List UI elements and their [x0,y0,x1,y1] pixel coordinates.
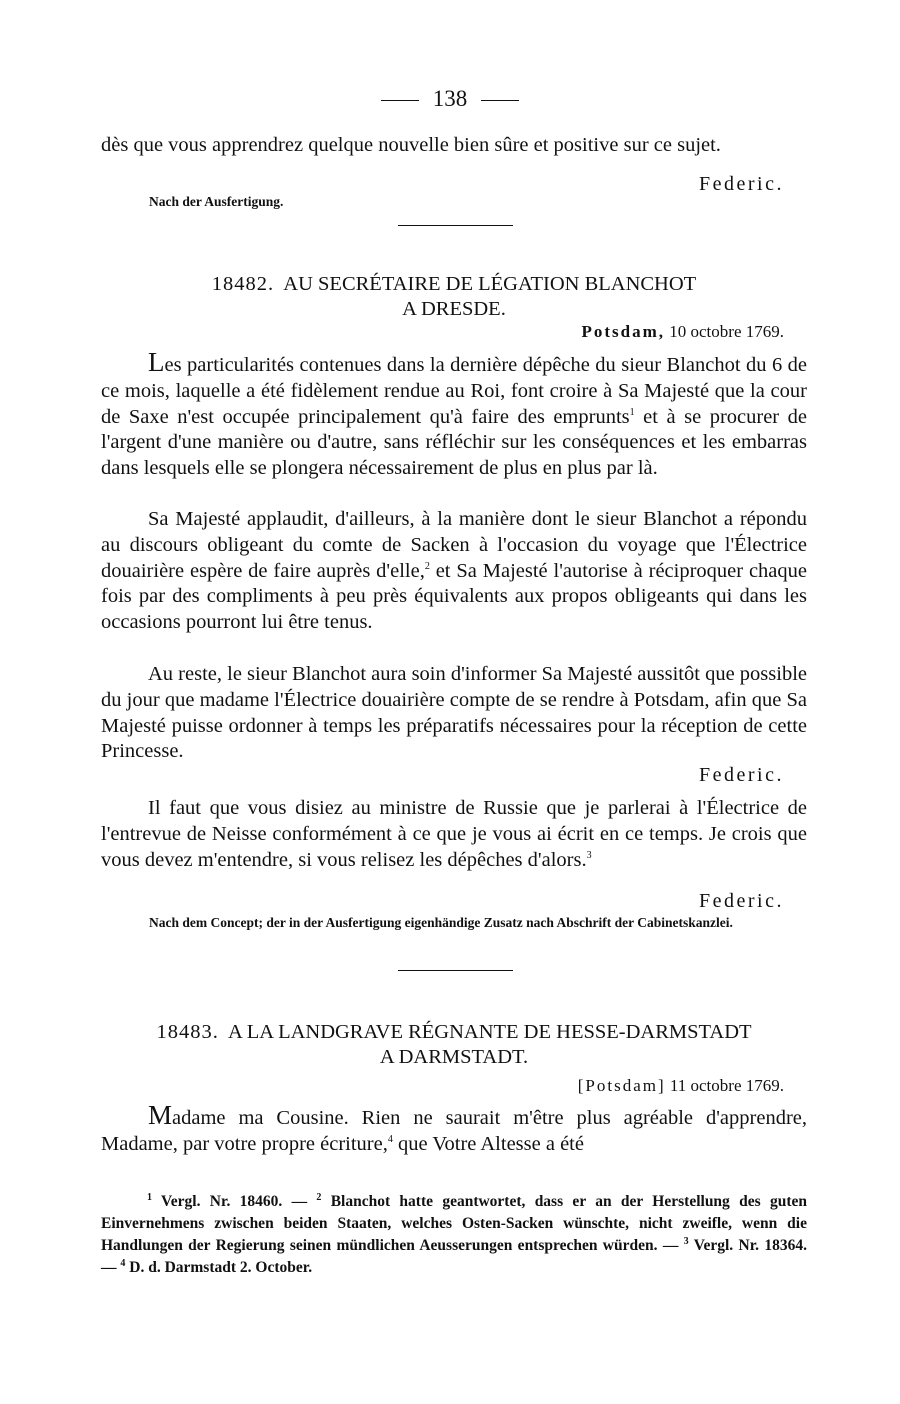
letter-18482-para1-b: et à se procurer de l'argent d'une manière ou d'autre, sans réfléchir sur les conséquences et les embarras dans lesquels elle se plongera nécessairement de plus en plus par là. [101,405,807,480]
page-number-dash-left [381,100,419,101]
page-number [0,86,900,112]
letter-18483-initial: M [148,1100,173,1130]
letter-18483-number: 18483. [156,1021,219,1043]
letter-18482-heading [101,272,807,322]
footnote-1: Vergl. Nr. 18460. — [152,1193,317,1210]
letter-18482-para2-b: et Sa Majesté l'autorise à réciproquer chaque fois par des compliments à peu près équivalents aux propos obligeants qui dans les occasions pourront lui être tenus. [101,559,808,634]
letter-18482-title-line2: A DRESDE. [402,298,506,320]
footnote-4-mark: 4 [120,1257,126,1269]
footnote-ref-2: 2 [424,560,430,572]
letter-18482-number: 18482. [211,273,275,295]
letter-18483-title-line2: A DARMSTADT. [379,1046,529,1068]
letter-18482-date: 10 octobre 1769. [669,322,784,341]
letter-18483-dateline [578,1076,784,1096]
section-divider-2 [398,970,513,971]
letter-18483-para1-b: que Votre Altesse a été [392,1132,584,1155]
letter-18482-para1-a: es particularités contenues dans la dernière dépêche du sieur Blanchot du 6 de ce mois, laquelle a été fidèlement rendue au Roi, font croire à Sa Majesté que la cour de Saxe n'est occupée principalement qu'à faire des emprunts [101,354,807,428]
page-number-text: 138 [432,86,468,111]
letter-18482-title-line1 [101,272,807,297]
letter-18483-heading [101,1020,807,1070]
letter-18482-signature-1: Federic. [699,764,784,786]
letter-18482-paragraph-3 [101,662,807,765]
footnote-2-mark: 2 [316,1191,322,1203]
letter-18482-paragraph-2 [101,507,807,636]
letter-18482-para2-a: Sa Majesté applaudit, d'ailleurs, à la manière dont le sieur Blanchot a répondu au discours obligeant du comte de Sacken à l'occasion du voyage que l'Électrice douairière espère de faire auprès d'elle, [101,508,807,582]
section-divider [398,225,513,226]
continuation-text: dès que vous apprendrez quelque nouvelle bien sûre et positive sur ce sujet. [101,134,721,156]
footnote-3: Vergl. Nr. 18364. — [101,1237,807,1276]
letter-18482-dateline [581,322,784,342]
letter-18483-para1-a: adame ma Cousine. Rien ne saurait m'être plus agréable d'apprendre, Madame, par votre propre écriture, [101,1107,807,1155]
letter-18482-para4: Il faut que vous disiez au ministre de Russie que je parlerai à l'Électrice de l'entrevue de Neisse conformément à ce que je vous ai écrit en ce temps. Je crois que vous devez m'entendre, si vous relisez les dépêches d'alors. [101,797,807,871]
footnote-3-mark: 3 [683,1235,689,1247]
letter-18482-signature-2: Federic. [699,890,784,912]
letter-18482-paragraph-1 [101,347,807,482]
page-number-dash-right [481,100,519,101]
continuation-paragraph [101,133,781,159]
footnotes [101,1191,807,1279]
footnote-4: D. d. Darmstadt 2. October. [125,1259,313,1276]
letter-18483-paragraph-1 [101,1100,807,1158]
letter-18482-para3: Au reste, le sieur Blanchot aura soin d'informer Sa Majesté aussitôt que possible du jour que madame l'Électrice douairière compte de se rendre à Potsdam, afin que Sa Majesté puisse ordonner à temps les préparatifs nécessaires pour la réception de cette Princesse. [101,663,807,763]
letter-18482-initial: L [148,347,165,377]
footnote-2: Blanchot hatte geantwortet, dass er an der Herstellung des guten Einvernehmens zwischen beiden Staaten, welches Osten-Sacken wünschte, nicht zweifle, wenn die Handlungen der Regierung seinen mündlichen Aeusserungen entsprechen würden. — [101,1193,807,1254]
letter-18483-title-line1 [101,1020,807,1045]
continuation-source-note: Nach der Ausfertigung. [149,194,284,209]
footnote-ref-4: 4 [387,1133,393,1145]
letter-18482-paragraph-4 [101,796,807,873]
letter-18482-source-note: Nach dem Concept; der in der Ausfertigung eigenhändige Zusatz nach Abschrift der Cabinetskanzlei. [149,915,733,930]
letter-18483-place: [Potsdam] [577,1076,666,1095]
letter-18483-title: A LA LANDGRAVE RÉGNANTE DE HESSE-DARMSTADT [227,1021,752,1043]
letter-18483-date: 11 octobre 1769. [669,1076,784,1095]
footnote-ref-3: 3 [586,849,592,861]
letter-18482-title: AU SECRÉTAIRE DE LÉGATION BLANCHOT [283,273,697,295]
letter-18482-place: Potsdam, [581,322,666,341]
footnote-ref-1: 1 [629,406,635,418]
footnote-1-mark: 1 [147,1191,152,1203]
continuation-signature: Federic. [699,173,784,195]
